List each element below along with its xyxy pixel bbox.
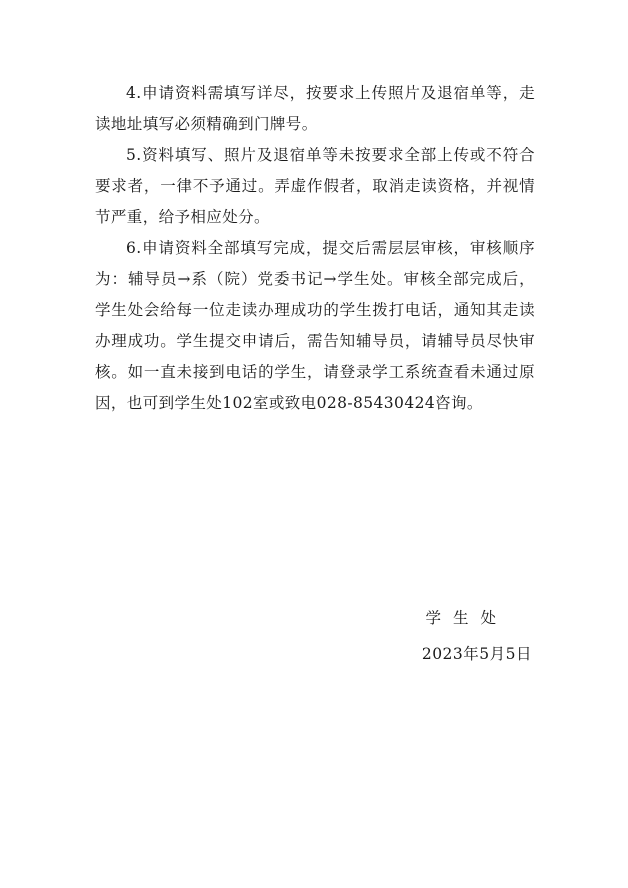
paragraph-item-6: 6.申请资料全部填写完成，提交后需层层审核，审核顺序为：辅导员→系（院）党委书记→学生处。审核全部完成后，学生处会给每一位走读办理成功的学生拨打电话，通知其走读办理成功。学生提交申请后，需告知辅导员，请辅导员尽快审核。如一直未接到电话的学生，请登录学工系统查看未通过原因，也可到学生处102室或致电028-85430424咨询。	[95, 239, 535, 412]
paragraph-item-5: 5.资料填写、照片及退宿单等未按要求全部上传或不符合要求者，一律不予通过。弄虚作假者，取消走读资格，并视情节严重，给予相应处分。	[95, 146, 535, 226]
signature-date: 2023年5月5日	[421, 645, 532, 663]
paragraph-item-4: 4.申请资料需填写详尽，按要求上传照片及退宿单等，走读地址填写必须精确到门牌号。	[95, 84, 535, 133]
signature-department: 学生处	[425, 609, 508, 627]
document-body	[95, 78, 535, 419]
